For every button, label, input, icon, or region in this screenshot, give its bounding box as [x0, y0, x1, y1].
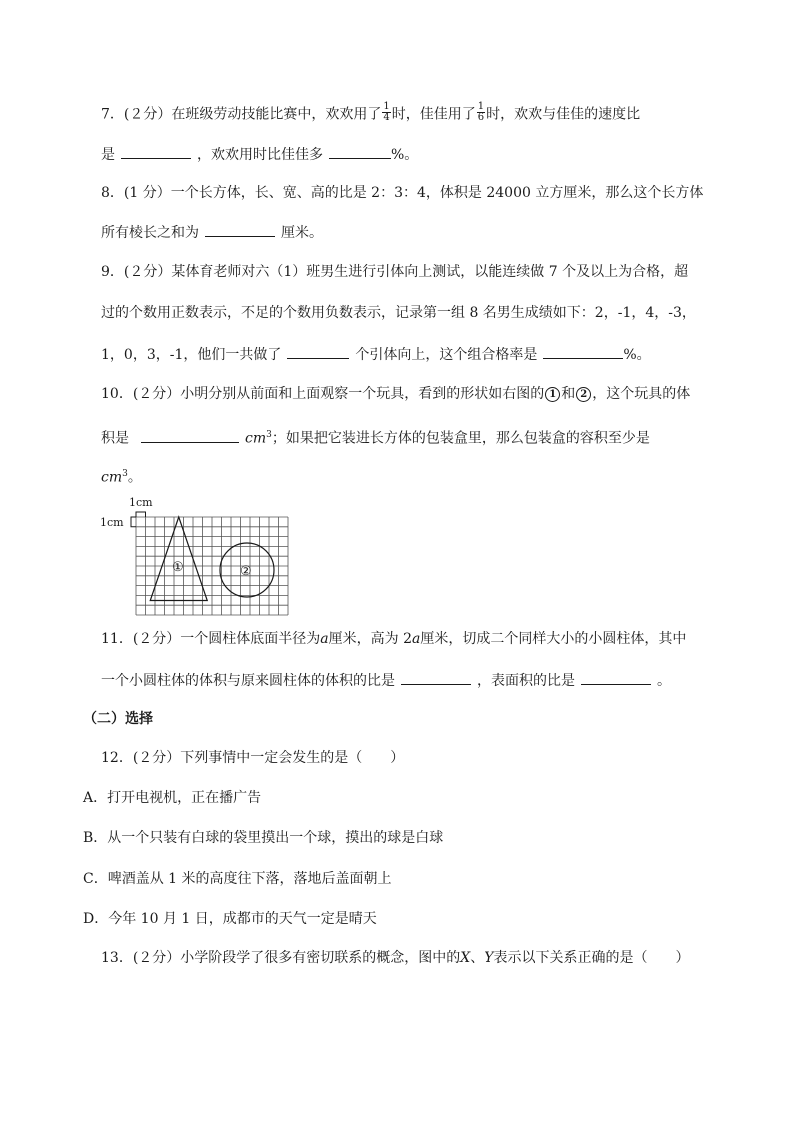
q10-text-2: 和 — [561, 386, 576, 402]
q10-unit-cm: cm — [245, 430, 267, 447]
q11-text-2: 厘米，高为 2 — [328, 631, 412, 647]
q10-unit-sup-2: 3 — [122, 469, 128, 479]
left-brace — [131, 517, 136, 527]
q7-text-6: %。 — [391, 147, 419, 163]
q7-blank-percent[interactable] — [329, 144, 391, 159]
q8-text-3: 厘米。 — [281, 225, 323, 241]
q11-text-6: 。 — [657, 673, 671, 689]
q10-figure — [98, 494, 298, 623]
q7-blank-ratio[interactable] — [121, 144, 191, 159]
q7-text-5: ，欢欢用时比佳佳多 — [197, 147, 323, 163]
q7-text-2: 时，佳佳用了 — [391, 106, 476, 123]
q10-line2 — [101, 425, 650, 449]
q13-sep: 、 — [470, 950, 485, 966]
q8-line1 — [101, 183, 703, 203]
top-brace — [136, 512, 146, 517]
q10-line3 — [101, 464, 142, 488]
q12-stem: 12．(２分）下列事情中一定会发生的是（ ） — [101, 750, 405, 766]
q8-line2 — [101, 222, 323, 243]
q9-blank-total[interactable] — [287, 344, 349, 359]
q13-text-1: 13．(２分）小学阶段学了很多有密切联系的概念，图中的 — [101, 950, 461, 966]
q10-blank-volume[interactable] — [141, 428, 239, 443]
fraction-one-sixth: $\frac{1}{6}$ — [477, 101, 485, 123]
q12-option-c[interactable]: C．啤酒盖从 1 米的高度往下落，落地后盖面朝上 — [83, 871, 392, 887]
label-top-1cm: 1cm — [129, 496, 153, 509]
q11-text-1: 11．(２分）一个圆柱体底面半径为 — [101, 631, 321, 647]
q13-var-x: X — [460, 950, 471, 966]
q12-option-a[interactable]: A．打开电视机，正在播广告 — [83, 790, 262, 806]
q9-text-4: 个引体向上，这个组合格率是 — [355, 347, 538, 363]
q10-text-5: ；如果把它装进长方体的包装盒里，那么包装盒的容积至少是 — [271, 430, 650, 447]
q9-blank-rate[interactable] — [543, 344, 623, 359]
q9-line3 — [101, 344, 651, 365]
section-heading: （二）选择 — [83, 711, 153, 727]
fraction-one-quarter: $\frac{1}{4}$ — [383, 101, 390, 123]
q12-option-b[interactable]: B．从一个只装有白球的袋里摸出一个球，摸出的球是白球 — [83, 830, 444, 846]
triangle-shape — [150, 517, 207, 601]
q9-text-3: 1，0，3，-1，他们一共做了 — [101, 347, 282, 363]
q7-text-4: 是 — [101, 147, 115, 163]
q11-text-4: 一个小圆柱体的体积与原来圆柱体的体积的比是 — [101, 673, 395, 689]
q11-var-a: a — [320, 631, 329, 647]
q8-text-1: 8．(1 分）一个长方体，长、宽、高的比是 2：3：4，体积是 24000 立方厘米，那么这个长方体 — [101, 185, 704, 201]
q11-line1 — [101, 629, 686, 649]
q13-var-y: Y — [484, 950, 494, 966]
q7-text-3: 时，欢欢与佳佳的速度比 — [486, 106, 641, 123]
circled-two: 2 — [576, 387, 591, 402]
q11-line2 — [101, 670, 671, 691]
q11-blank-area-ratio[interactable] — [581, 670, 651, 685]
q11-blank-volume-ratio[interactable] — [401, 670, 471, 685]
q10-line1 — [101, 384, 690, 404]
q13-text-2: 表示以下关系正确的是（ ） — [493, 950, 690, 966]
q9-text-5: %。 — [623, 347, 651, 363]
q7-text-1: 7．(２分）在班级劳动技能比赛中，欢欢用了 — [101, 106, 382, 123]
q10-text-3: ，这个玩具的体 — [592, 386, 691, 402]
q7-line2 — [101, 144, 418, 165]
q9-line2 — [101, 303, 696, 323]
q10-text-6: 。 — [127, 469, 142, 486]
q7-line1 — [101, 101, 641, 125]
q10-unit-cm-2: cm — [101, 469, 123, 486]
q8-text-2: 所有棱长之和为 — [101, 225, 199, 241]
q9-line1 — [101, 262, 688, 282]
q12-option-d[interactable]: D．今年 10 月 1 日，成都市的天气一定是晴天 — [83, 911, 377, 927]
q11-text-3: 厘米，切成二个同样大小的小圆柱体，其中 — [420, 631, 687, 647]
q10-text-4: 积是 — [101, 430, 129, 447]
q9-text-1: 9．(２分）某体育老师对六（1）班男生进行引体向上测试，以能连续做 7 个及以上为合格，超 — [101, 264, 689, 280]
q8-blank[interactable] — [205, 222, 275, 237]
label-circle: ② — [240, 564, 252, 579]
q13-stem — [101, 948, 690, 968]
q11-text-5: ，表面积的比是 — [477, 673, 575, 689]
label-triangle: ① — [172, 560, 184, 575]
q10-text-1: 10．(２分）小明分别从前面和上面观察一个玩具，看到的形状如右图的 — [101, 386, 545, 402]
q9-text-2: 过的个数用正数表示，不足的个数用负数表示，记录第一组 8 名男生成绩如下：2，-1，4，-3， — [101, 305, 696, 321]
q11-var-a-2: a — [412, 631, 421, 647]
q10-unit-sup: 3 — [266, 430, 272, 440]
circled-one: 1 — [545, 387, 560, 402]
label-left-1cm: 1cm — [100, 516, 124, 529]
grid-figure — [98, 494, 298, 619]
